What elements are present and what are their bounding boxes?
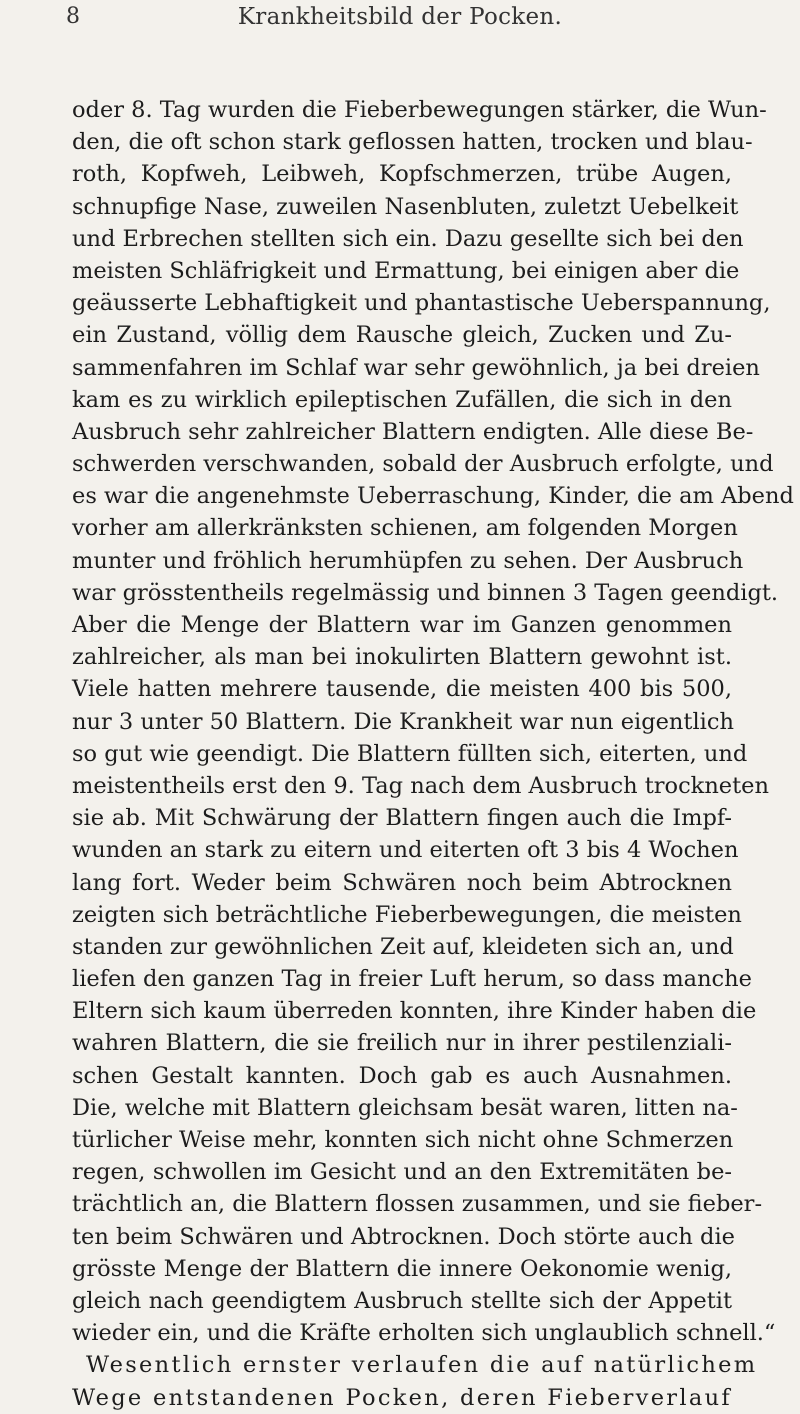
text-line: regen, schwollen im Gesicht und an den Extremitäten be- [72,1159,732,1186]
body-text [72,94,794,1414]
text-line: Eltern sich kaum überreden konnten, ihre Kinder haben die [72,998,757,1025]
running-head: Krankheitsbild der Pocken. [237,4,563,30]
text-line: vorher am allerkränksten schienen, am folgenden Morgen [72,515,738,542]
text-line: geäusserte Lebhaftigkeit und phantastische Ueberspannung, [72,290,771,317]
text-line: und Erbrechen stellten sich ein. Dazu gesellte sich bei den [72,225,744,252]
text-line: es war die angenehmste Ueberraschung, Kinder, die am Abend [72,483,794,510]
text-line: oder 8. Tag wurden die Fieberbewegungen stärker, die Wun- [72,97,767,123]
text-line: den, die oft schon stark geflossen hatten, trocken und blau- [72,129,753,156]
text-line: liefen den ganzen Tag in freier Luft herum, so dass manche [72,966,752,993]
page-header [0,4,800,44]
text-line: türlicher Weise mehr, konnten sich nicht ohne Schmerzen [72,1127,734,1153]
text-line: Viele hatten mehrere tausende, die meisten 400 bis 500, [72,676,732,703]
text-line: sammenfahren im Schlaf war sehr gewöhnlich, ja bei dreien [72,354,760,381]
text-line: gleich nach geendigtem Ausbruch stellte sich der Appetit [72,1287,732,1314]
text-line-emphasized: Wege entstandenen Pocken, deren Fieberverlauf [72,1384,732,1411]
text-line: war grösstentheils regelmässig und binnen 3 Tagen geendigt. [72,579,779,606]
text-line: schnupfige Nase, zuweilen Nasenbluten, zuletzt Uebelkeit [72,193,739,220]
text-line: roth, Kopfweh, Leibweh, Kopfschmerzen, trübe Augen, [72,161,732,188]
text-line: meistentheils erst den 9. Tag nach dem Ausbruch trockneten [72,772,769,799]
text-line: wunden an stark zu eitern und eiterten oft 3 bis 4 Wochen [72,837,739,864]
text-line: ten beim Schwären und Abtrocknen. Doch störte auch die [72,1223,735,1250]
text-line: grösste Menge der Blattern die innere Oekonomie wenig, [72,1255,732,1282]
text-line: zahlreicher, als man bei inokulirten Blattern gewohnt ist. [72,644,732,671]
text-line: schen Gestalt kannten. Doch gab es auch Ausnahmen. [72,1062,732,1089]
text-line: ein Zustand, völlig dem Rausche gleich, Zucken und Zu- [72,322,732,349]
text-line: nur 3 unter 50 Blattern. Die Krankheit war nun eigentlich [72,708,734,735]
text-line: kam es zu wirklich epileptischen Zufällen, die sich in den [72,386,732,413]
text-line-emphasized: Wesentlich ernster verlaufen die auf natürlichem [86,1352,758,1379]
text-line: sie ab. Mit Schwärung der Blattern fingen auch die Impf- [72,805,732,832]
text-line: wahren Blattern, die sie freilich nur in ihrer pestilenziali- [72,1030,732,1057]
text-line: Die, welche mit Blattern gleichsam besät waren, litten na- [72,1094,738,1121]
text-line: munter und fröhlich herumhüpfen zu sehen. Der Ausbruch [72,547,744,574]
text-line: Ausbruch sehr zahlreicher Blattern endigten. Alle diese Be- [72,418,754,445]
text-line: meisten Schläfrigkeit und Ermattung, bei einigen aber die [72,257,740,284]
page-number: 8 [66,4,80,29]
text-line: so gut wie geendigt. Die Blattern füllten sich, eiterten, und [72,740,748,767]
text-line: wieder ein, und die Kräfte erholten sich unglaublich schnell.“ [72,1320,776,1347]
text-line: zeigten sich beträchtliche Fieberbewegungen, die meisten [72,901,742,928]
text-line: Aber die Menge der Blattern war im Ganzen genommen [72,612,732,638]
text-line: trächtlich an, die Blattern flossen zusammen, und sie fieber- [72,1191,763,1218]
text-line: lang fort. Weder beim Schwären noch beim Abtrocknen [72,869,732,896]
text-line: standen zur gewöhnlichen Zeit auf, kleideten sich an, und [72,933,734,960]
text-line: schwerden verschwanden, sobald der Ausbruch erfolgte, und [72,451,774,478]
